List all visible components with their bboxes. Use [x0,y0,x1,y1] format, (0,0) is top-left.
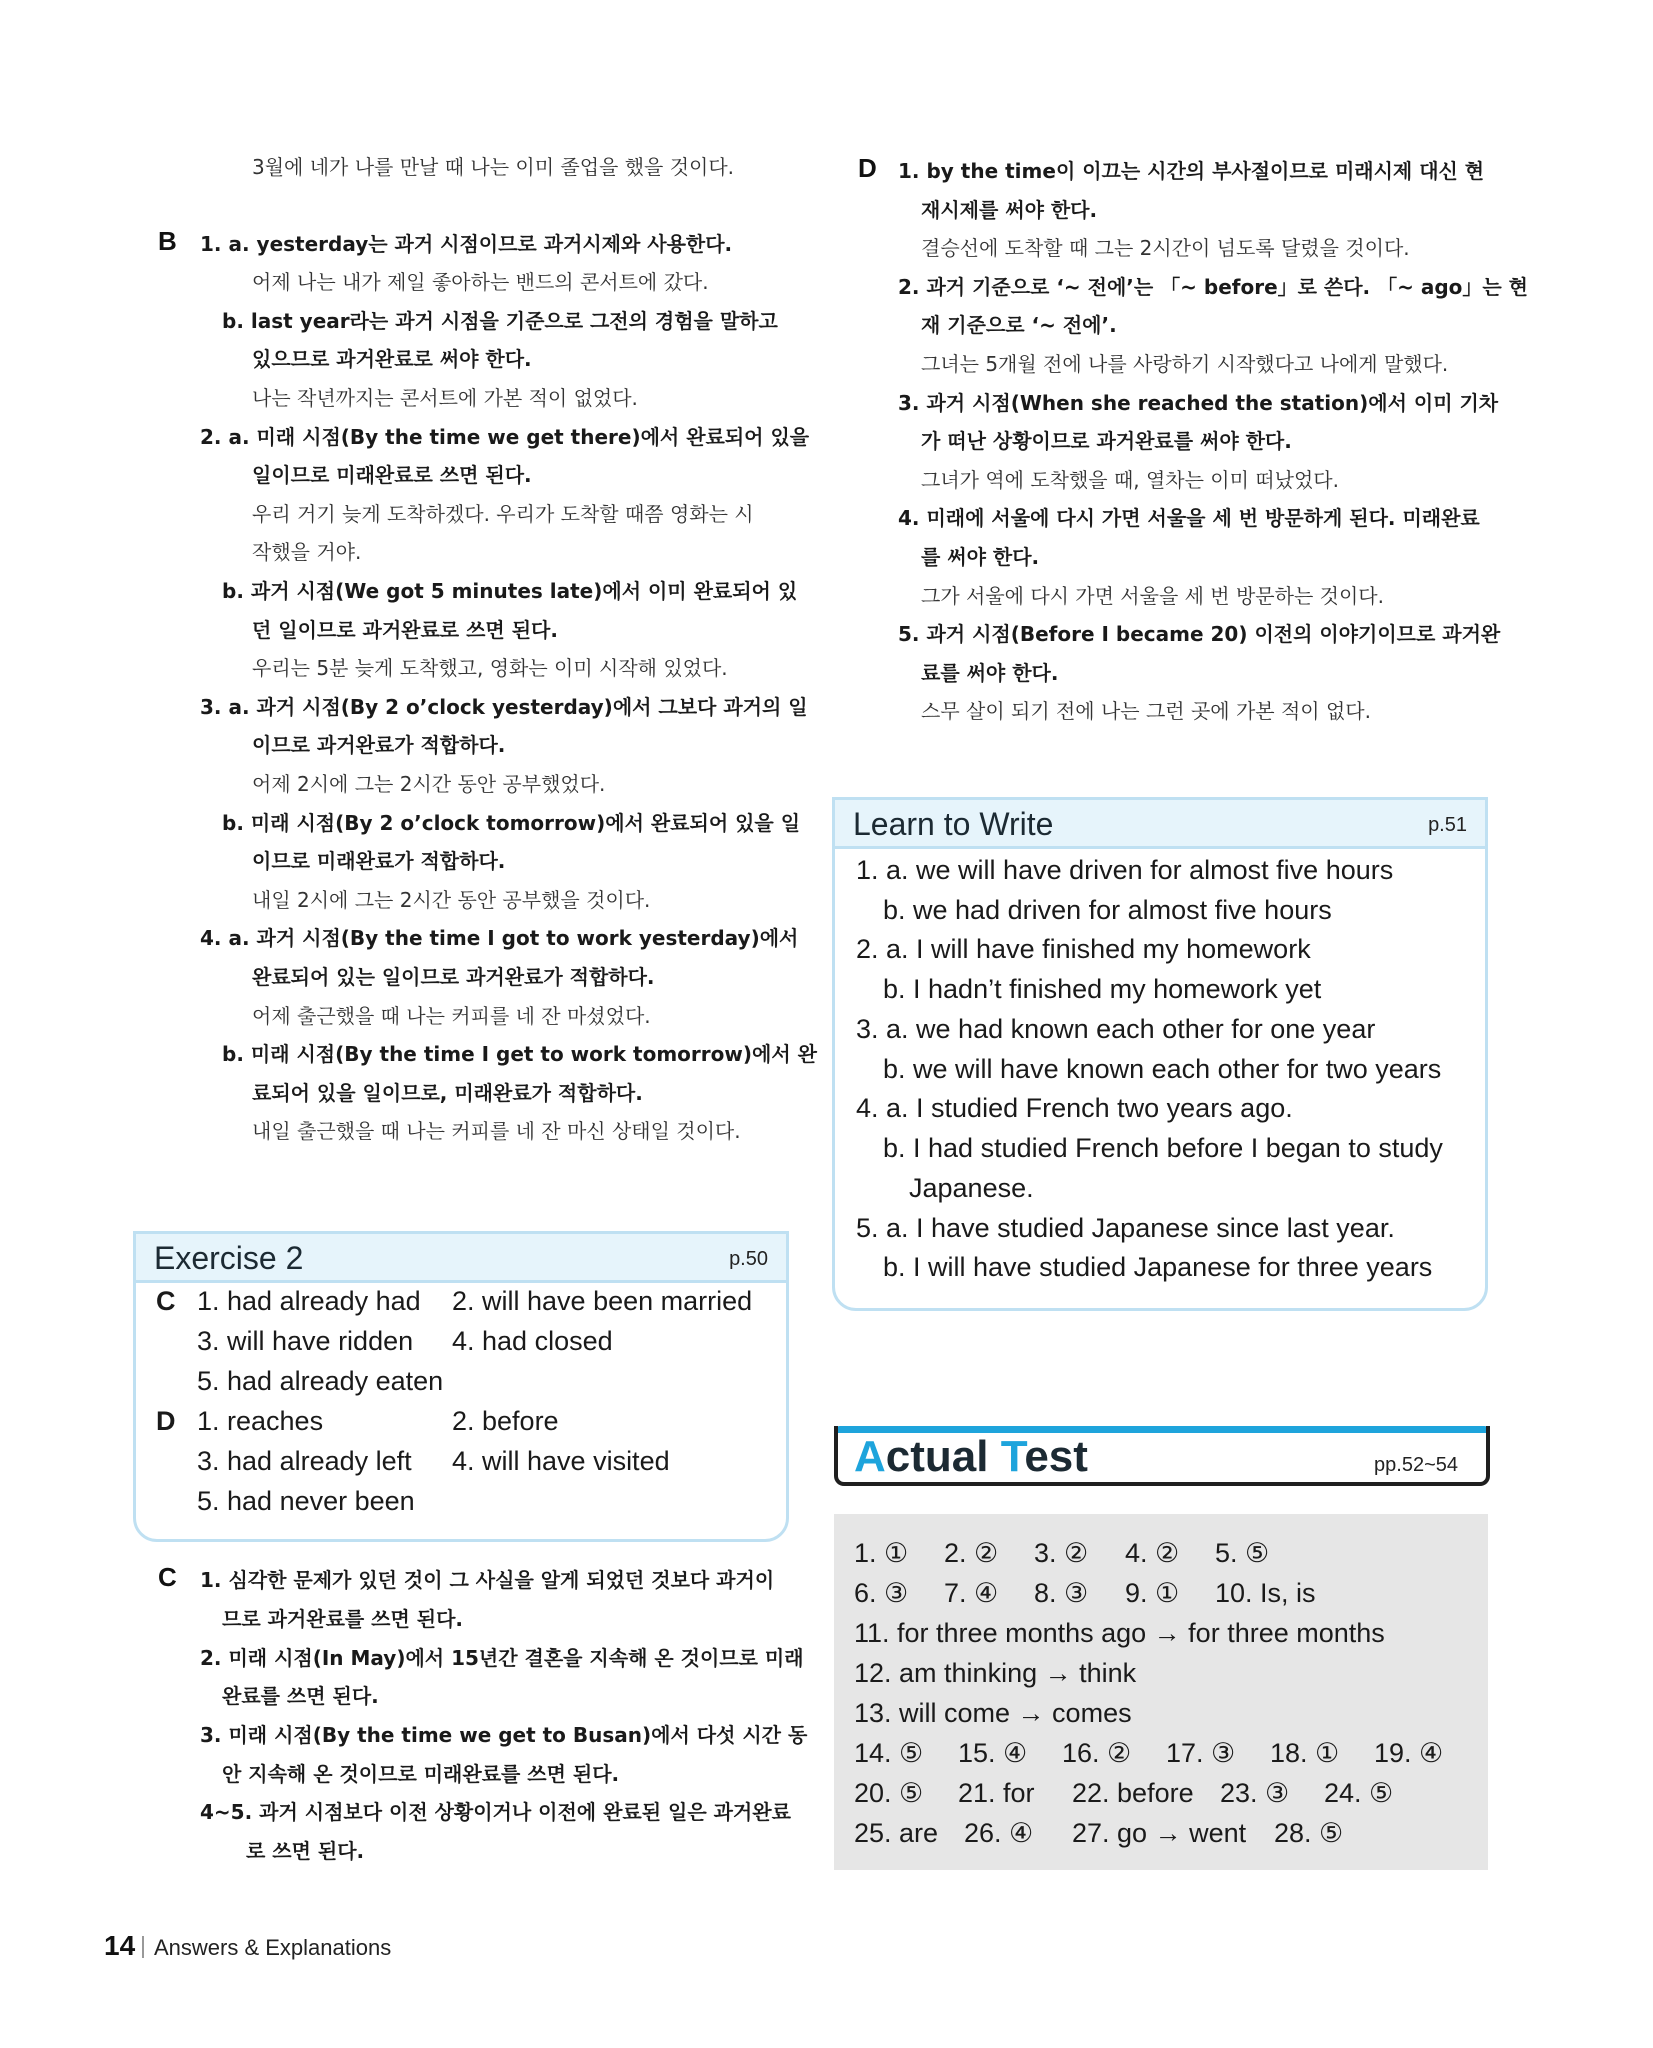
footer-label: Answers & Explanations [154,1935,392,1960]
answer-item: 5. ⑤ [1215,1538,1270,1568]
title-part: ctual [885,1432,1001,1481]
answer-item: 15. ④ [958,1738,1028,1768]
answer-item: 3. a. we had known each other for one year [856,1014,1376,1044]
explanation-line: 던 일이므로 과거완료로 쓰면 된다. [252,618,558,642]
exercise-2-header [136,1234,786,1283]
answer-item: 23. ③ [1220,1778,1290,1808]
translation-line: 내일 출근했을 때 나는 커피를 네 잔 마신 상태일 것이다. [252,1119,741,1143]
explanation-line: 재시제를 써야 한다. [921,198,1098,222]
answer-item: 25. are [854,1818,939,1848]
translation-line: 나는 작년까지는 콘서트에 가본 적이 없었다. [252,386,638,410]
answer-item: 24. ⑤ [1324,1778,1394,1808]
answer-item: 1. ① [854,1538,909,1568]
actual-test-answers [834,1514,1488,1870]
explanation-line: 안 지속해 온 것이므로 미래완료를 쓰면 된다. [222,1762,620,1786]
answer-item: 4. a. I studied French two years ago. [856,1093,1293,1123]
explanation-line: 1. 심각한 문제가 있던 것이 그 사실을 알게 되었던 것보다 과거이 [200,1568,775,1592]
answer-item: 4. ② [1125,1538,1180,1568]
translation-line: 그녀는 5개월 전에 나를 사랑하기 시작했다고 나에게 말했다. [921,352,1449,376]
answer-item: 2. a. I will have finished my homework [856,934,1311,964]
explanation-line: 4~5. 과거 시점보다 이전 상황이거나 이전에 완료된 일은 과거완료 [200,1800,791,1824]
explanation-line: 2. a. 미래 시점(By the time we get there)에서 완료되어 있을 [200,425,810,449]
translation-line: 어제 나는 내가 제일 좋아하는 밴드의 콘서트에 갔다. [252,270,709,294]
answer-item: 6. ③ [854,1578,909,1608]
explanation-line: 완료를 쓰면 된다. [222,1684,379,1708]
translation-line: 결승선에 도착할 때 그는 2시간이 넘도록 달렸을 것이다. [921,236,1410,260]
explanation-line: b. 미래 시점(By the time I get to work tomorrow)에서 완 [222,1042,817,1066]
explanation-line: 일이므로 미래완료로 쓰면 된다. [252,463,532,487]
answer-item: 2. will have been married [452,1286,753,1316]
answer-item: 1. had already had [197,1286,421,1316]
learn-to-write-title: Learn to Write [853,806,1054,842]
explanation-line: 가 떠난 상황이므로 과거완료를 써야 한다. [921,429,1292,453]
exercise-2-title: Exercise 2 [154,1240,304,1276]
explanation-line: 이므로 미래완료가 적합하다. [252,849,506,873]
answer-item: 4. had closed [452,1326,613,1356]
answer-item: 26. ④ [964,1818,1034,1848]
answer-item: b. we had driven for almost five hours [883,895,1332,925]
answer-item: 3. ② [1034,1538,1089,1568]
explanation-line: 료를 써야 한다. [921,661,1059,685]
section-d-letter: D [858,153,877,183]
answer-item: 11. for three months ago → for three months [854,1618,1385,1648]
answer-item: 8. ③ [1034,1578,1089,1608]
answer-item: 28. ⑤ [1274,1818,1344,1848]
actual-test-header [834,1426,1488,1490]
explanation-line: 료되어 있을 일이므로, 미래완료가 적합하다. [252,1081,643,1105]
title-initial: T [1000,1432,1025,1481]
explanation-line: b. last year라는 과거 시점을 기준으로 그전의 경험을 말하고 [222,309,778,333]
explanation-line: b. 미래 시점(By 2 o’clock tomorrow)에서 완료되어 있을 일 [222,811,801,835]
explanation-line: 2. 과거 기준으로 ‘~ 전에’는 「~ before」로 쓴다. 「~ ago」는 현 [898,275,1528,299]
explanation-line: 므로 과거완료를 쓰면 된다. [222,1607,464,1631]
answer-item: 5. had never been [197,1486,415,1516]
answer-item: 3. will have ridden [197,1326,414,1356]
exercise-d-letter: D [156,1406,176,1436]
answer-item: b. we will have known each other for two years [883,1054,1442,1084]
answer-item: b. I will have studied Japanese for three years [883,1252,1433,1282]
explanation-line: 1. a. yesterday는 과거 시점이므로 과거시제와 사용한다. [200,232,733,256]
learn-to-write-box [832,797,1488,1311]
explanation-line: 4. 미래에 서울에 다시 가면 서울을 세 번 방문하게 된다. 미래완료 [898,506,1480,530]
translation-line: 스무 살이 되기 전에 나는 그런 곳에 가본 적이 없다. [921,699,1371,723]
actual-test-page-ref: pp.52~54 [1374,1454,1458,1476]
answer-item: 19. ④ [1374,1738,1444,1768]
answer-item: 4. will have visited [452,1446,670,1476]
translation-line: 우리 거기 늦게 도착하겠다. 우리가 도착할 때쯤 영화는 시 [252,502,754,526]
learn-to-write-header [835,800,1485,849]
actual-test-title [854,1432,1088,1482]
section-b-letter: B [158,226,177,256]
section-c-letter: C [158,1562,177,1592]
answer-item: 5. had already eaten [197,1366,444,1396]
translation-line: 내일 2시에 그는 2시간 동안 공부했을 것이다. [252,888,651,912]
explanation-line: 1. by the time이 이끄는 시간의 부사절이므로 미래시제 대신 현 [898,159,1485,183]
exercise-c-letter: C [156,1286,176,1316]
translation-line: 어제 2시에 그는 2시간 동안 공부했었다. [252,772,606,796]
explanation-line: 로 쓰면 된다. [246,1839,365,1863]
exercise-2-page-ref: p.50 [729,1248,768,1270]
answer-item: 16. ② [1062,1738,1132,1768]
answer-item: 12. am thinking → think [854,1658,1137,1688]
explanation-line: 3. 과거 시점(When she reached the station)에서 이미 기차 [898,391,1499,415]
explanation-line: 4. a. 과거 시점(By the time I got to work yesterday)에서 [200,926,799,950]
translation-line: 작했을 거야. [252,540,362,564]
explanation-line: 를 써야 한다. [921,545,1040,569]
answer-item: 1. a. we will have driven for almost five hours [856,855,1394,885]
answer-item: b. I hadn’t finished my homework yet [883,974,1322,1004]
translation-line: 그가 서울에 다시 가면 서울을 세 번 방문하는 것이다. [921,584,1384,608]
explanation-line: 3. a. 과거 시점(By 2 o’clock yesterday)에서 그보다 과거의 일 [200,695,808,719]
answer-item: 27. go → went [1072,1818,1247,1848]
explanation-line: 있으므로 과거완료로 써야 한다. [252,347,532,371]
answer-item: Japanese. [909,1173,1034,1203]
answer-item: 2. ② [944,1538,999,1568]
answer-item: 18. ① [1270,1738,1340,1768]
exercise-2-box [133,1231,789,1542]
explanation-line: 3. 미래 시점(By the time we get to Busan)에서 다섯 시간 동 [200,1723,808,1747]
translation-line: 어제 출근했을 때 나는 커피를 네 잔 마셨었다. [252,1004,651,1028]
translation-line: 우리는 5분 늦게 도착했고, 영화는 이미 시작해 있었다. [252,656,728,680]
learn-to-write-page-ref: p.51 [1428,814,1467,836]
translation-line: 그녀가 역에 도착했을 때, 열차는 이미 떠났었다. [921,468,1339,492]
answer-item: 17. ③ [1166,1738,1236,1768]
answer-item: 5. a. I have studied Japanese since last year. [856,1213,1395,1243]
explanation-line: 2. 미래 시점(In May)에서 15년간 결혼을 지속해 온 것이므로 미래 [200,1646,804,1670]
answer-item: 20. ⑤ [854,1778,924,1808]
answer-item: 21. for [958,1778,1035,1808]
page-number: 14 [104,1930,136,1961]
answer-item: 14. ⑤ [854,1738,924,1768]
title-initial: A [854,1432,886,1481]
answer-item: 9. ① [1125,1578,1180,1608]
explanation-line: 재 기준으로 ‘~ 전에’. [921,313,1117,337]
answer-item: b. I had studied French before I began to study [883,1133,1443,1163]
answer-item: 2. before [452,1406,559,1436]
answer-item: 13. will come → comes [854,1698,1132,1728]
answer-item: 3. had already left [197,1446,412,1476]
title-part: est [1024,1432,1088,1481]
answer-item: 1. reaches [197,1406,324,1436]
explanation-line: 5. 과거 시점(Before I became 20) 이전의 이야기이므로 과거완 [898,622,1501,646]
explanation-line: b. 과거 시점(We got 5 minutes late)에서 이미 완료되어 있 [222,579,798,603]
answer-item: 10. Is, is [1215,1578,1316,1608]
footer-divider [142,1936,144,1958]
explanation-line: 완료되어 있는 일이므로 과거완료가 적합하다. [252,965,655,989]
answer-item: 7. ④ [944,1578,999,1608]
answer-item: 22. before [1072,1778,1194,1808]
explanation-line: 이므로 과거완료가 적합하다. [252,733,506,757]
translation-line: 3월에 네가 나를 만날 때 나는 이미 졸업을 했을 것이다. [252,155,735,179]
